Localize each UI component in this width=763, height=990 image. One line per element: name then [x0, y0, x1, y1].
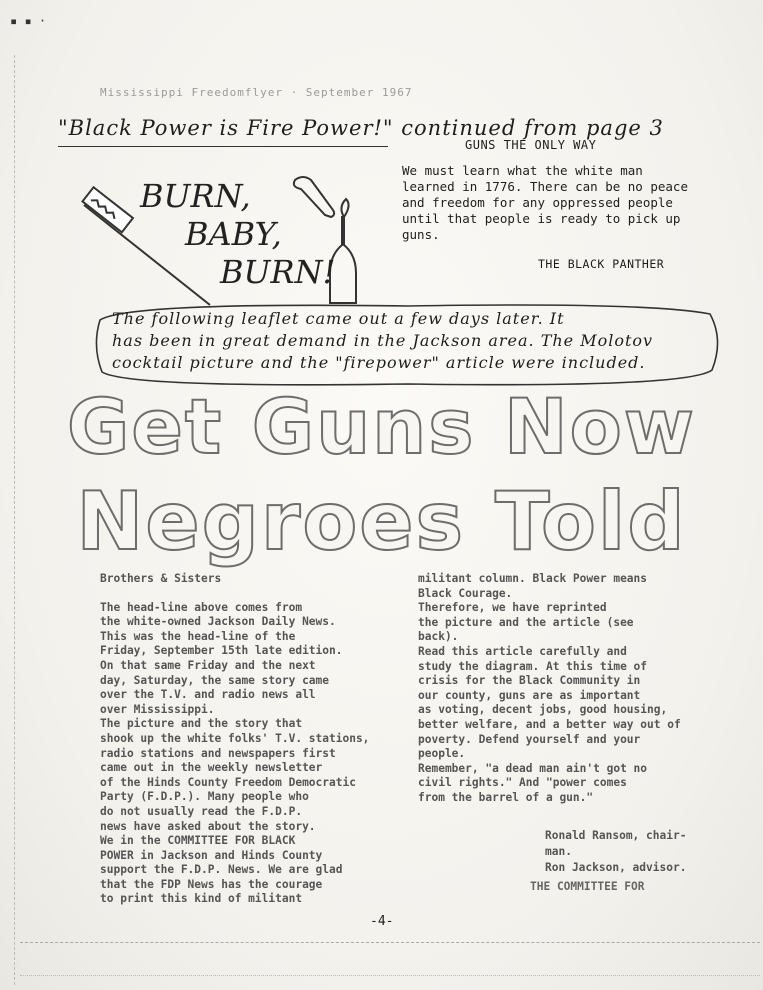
- headline-line-2: Negroes Told: [76, 475, 687, 568]
- organization-signature: THE COMMITTEE FOR: [530, 880, 645, 893]
- letter-greeting: Brothers & Sisters: [100, 572, 222, 585]
- slogan-line-3: BURN!: [220, 253, 336, 291]
- quote-attribution: THE BLACK PANTHER: [538, 257, 665, 271]
- right-paragraph-3: Read this article carefully and study the diagram. At this time of crisis for the Black Community in our county, guns are as important as voting, decent jobs, good housing, better welfare, and a better way out of poverty. Defend yourself and your people.: [418, 644, 681, 761]
- page-title: "Black Power is Fire Power!" continued from page 3: [58, 116, 664, 140]
- letter-right-column: [418, 572, 738, 806]
- bottle-opener-icon: [294, 177, 334, 217]
- faded-masthead: Mississippi Freedomflyer · September 1967: [100, 86, 413, 99]
- bottom-rule: [20, 942, 760, 943]
- slogan-line-2: BABY,: [185, 215, 282, 253]
- left-paragraph-1: The head-line above comes from the white-owned Jackson Daily News. This was the head-line of the Friday, September 15th late edition. On that same Friday and the next day, Saturday, the same story came over the T.V. and radio news all over Mississippi.: [100, 600, 343, 716]
- burn-baby-burn-illustration: [70, 165, 380, 310]
- title-underline: [58, 146, 388, 147]
- left-paragraph-3: We in the COMMITTEE FOR BLACK POWER in Jackson and Hinds County support the F.D.P. News. We are glad that the FDP News has the courage to print this kind of militant: [100, 834, 343, 906]
- left-paragraph-2: The picture and the story that shook up the white folks' T.V. stations, radio stations and newspapers first came out in the weekly newsletter of the Hinds County Freedom Democratic Party (F.D.P.). Many people who do not usually read the F.D.P. news have asked about the story.: [100, 717, 370, 833]
- right-paragraph-1: militant column. Black Power means Black Courage.: [418, 572, 648, 600]
- right-paragraph-2: Therefore, we have reprinted the picture and the article (see back).: [418, 601, 634, 644]
- page-number: -4-: [370, 914, 394, 929]
- letter-signers: Ronald Ransom, chair- man. Ron Jackson, advisor.: [545, 829, 687, 874]
- handwritten-note: The following leaflet came out a few days later. It has been in great demand in the Jackson area. The Molotov cocktail picture and the "firepower" article were included.: [112, 309, 654, 372]
- slogan-line-1: BURN,: [140, 177, 251, 215]
- corner-marks: ▪ ▪ ·: [10, 14, 47, 28]
- article-subtitle: GUNS THE ONLY WAY: [465, 138, 597, 152]
- right-paragraph-4: Remember, "a dead man ain't got no civil rights." And "power comes from the barrel of a gun.": [418, 761, 648, 804]
- panther-quote: We must learn what the white man learned in 1776. There can be no peace and freedom for any oppressed people until that people is ready to pick up guns.: [402, 163, 688, 242]
- letter-left-column: [100, 572, 400, 907]
- bottom-rule-2: [20, 975, 760, 976]
- headline-line-1: Get Guns Now: [66, 382, 697, 471]
